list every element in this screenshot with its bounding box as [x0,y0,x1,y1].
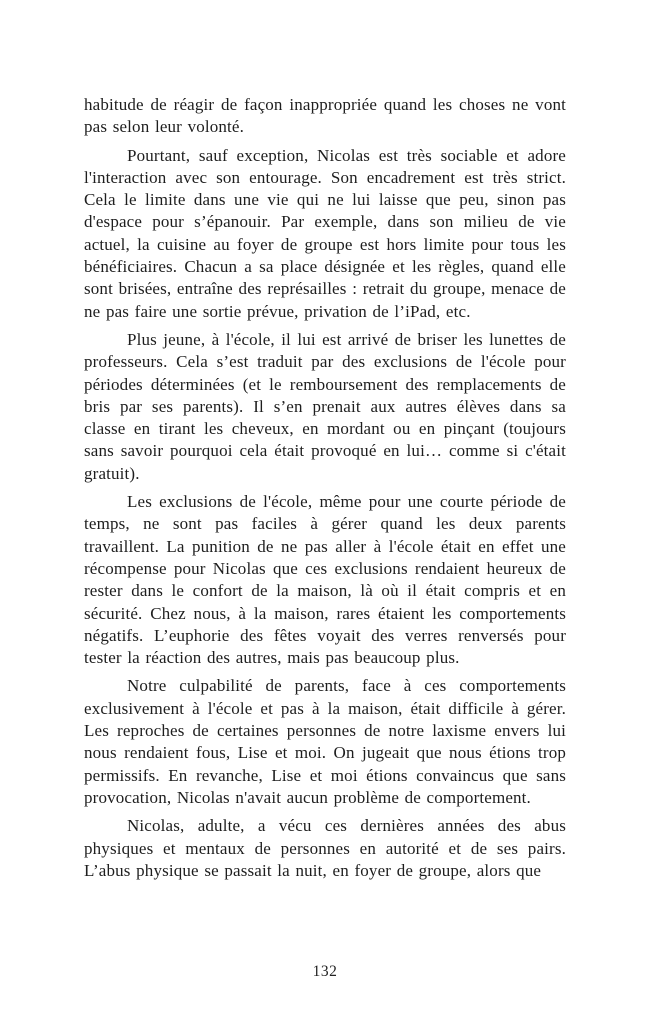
page-number: 132 [312,963,338,980]
paragraph: Nicolas, adulte, a vécu ces dernières années des abus physiques et mentaux de personnes en autorité et de ses pairs. L’abus physique se passait la nuit, en foyer de groupe, alors que [84,816,566,880]
text-block [84,94,566,888]
paragraph: Les exclusions de l'école, même pour une courte période de temps, ne sont pas faciles à gérer quand les deux parents travaillent. La punition de ne pas aller à l'école était en effet une récompense pour Nicolas que ces exclusions rendaient heureux de rester dans le confort de la maison, là où il était compris et en sécurité. Chez nous, à la maison, rares étaient les comportements négatifs. L’euphorie des fêtes voyait des verres renversés pour tester la réaction des autres, mais pas beaucoup plus. [84,492,566,668]
paragraph: Notre culpabilité de parents, face à ces comportements exclusivement à l'école et pas à la maison, était difficile à gérer. Les reproches de certaines personnes de notre laxisme envers lui nous rendaient fous, Lise et moi. On jugeait que nous étions trop permissifs. En revanche, Lise et moi étions convaincus que sans provocation, Nicolas n'avait aucun problème de comportement. [84,676,566,807]
paragraph: Pourtant, sauf exception, Nicolas est très sociable et adore l'interaction avec son entourage. Son encadrement est très strict. Cela le limite dans une vie qui ne lui laisse que peu, sinon pas d'espace pour s’épanouir. Par exemple, dans son milieu de vie actuel, la cuisine au foyer de groupe est hors limite pour tous les bénéficiaires. Chacun a sa place désignée et les règles, quand elle sont brisées, entraîne des représailles : retrait du groupe, menace de ne pas faire une sortie prévue, privation de l’iPad, etc. [84,145,566,321]
paragraph: Plus jeune, à l'école, il lui est arrivé de briser les lunettes de professeurs. Cela s’est traduit par des exclusions de l'école pour périodes déterminées (et le remboursement des remplacements de bris par ses parents). Il s’en prenait aux autres élèves dans sa classe en tirant les cheveux, en mordant ou en pinçant (toujours sans savoir pourquoi cela était provoqué en lui… comme si c'était gratuit). [84,329,566,483]
paragraph: habitude de réagir de façon inappropriée quand les choses ne vont pas selon leur volonté. [84,95,566,137]
